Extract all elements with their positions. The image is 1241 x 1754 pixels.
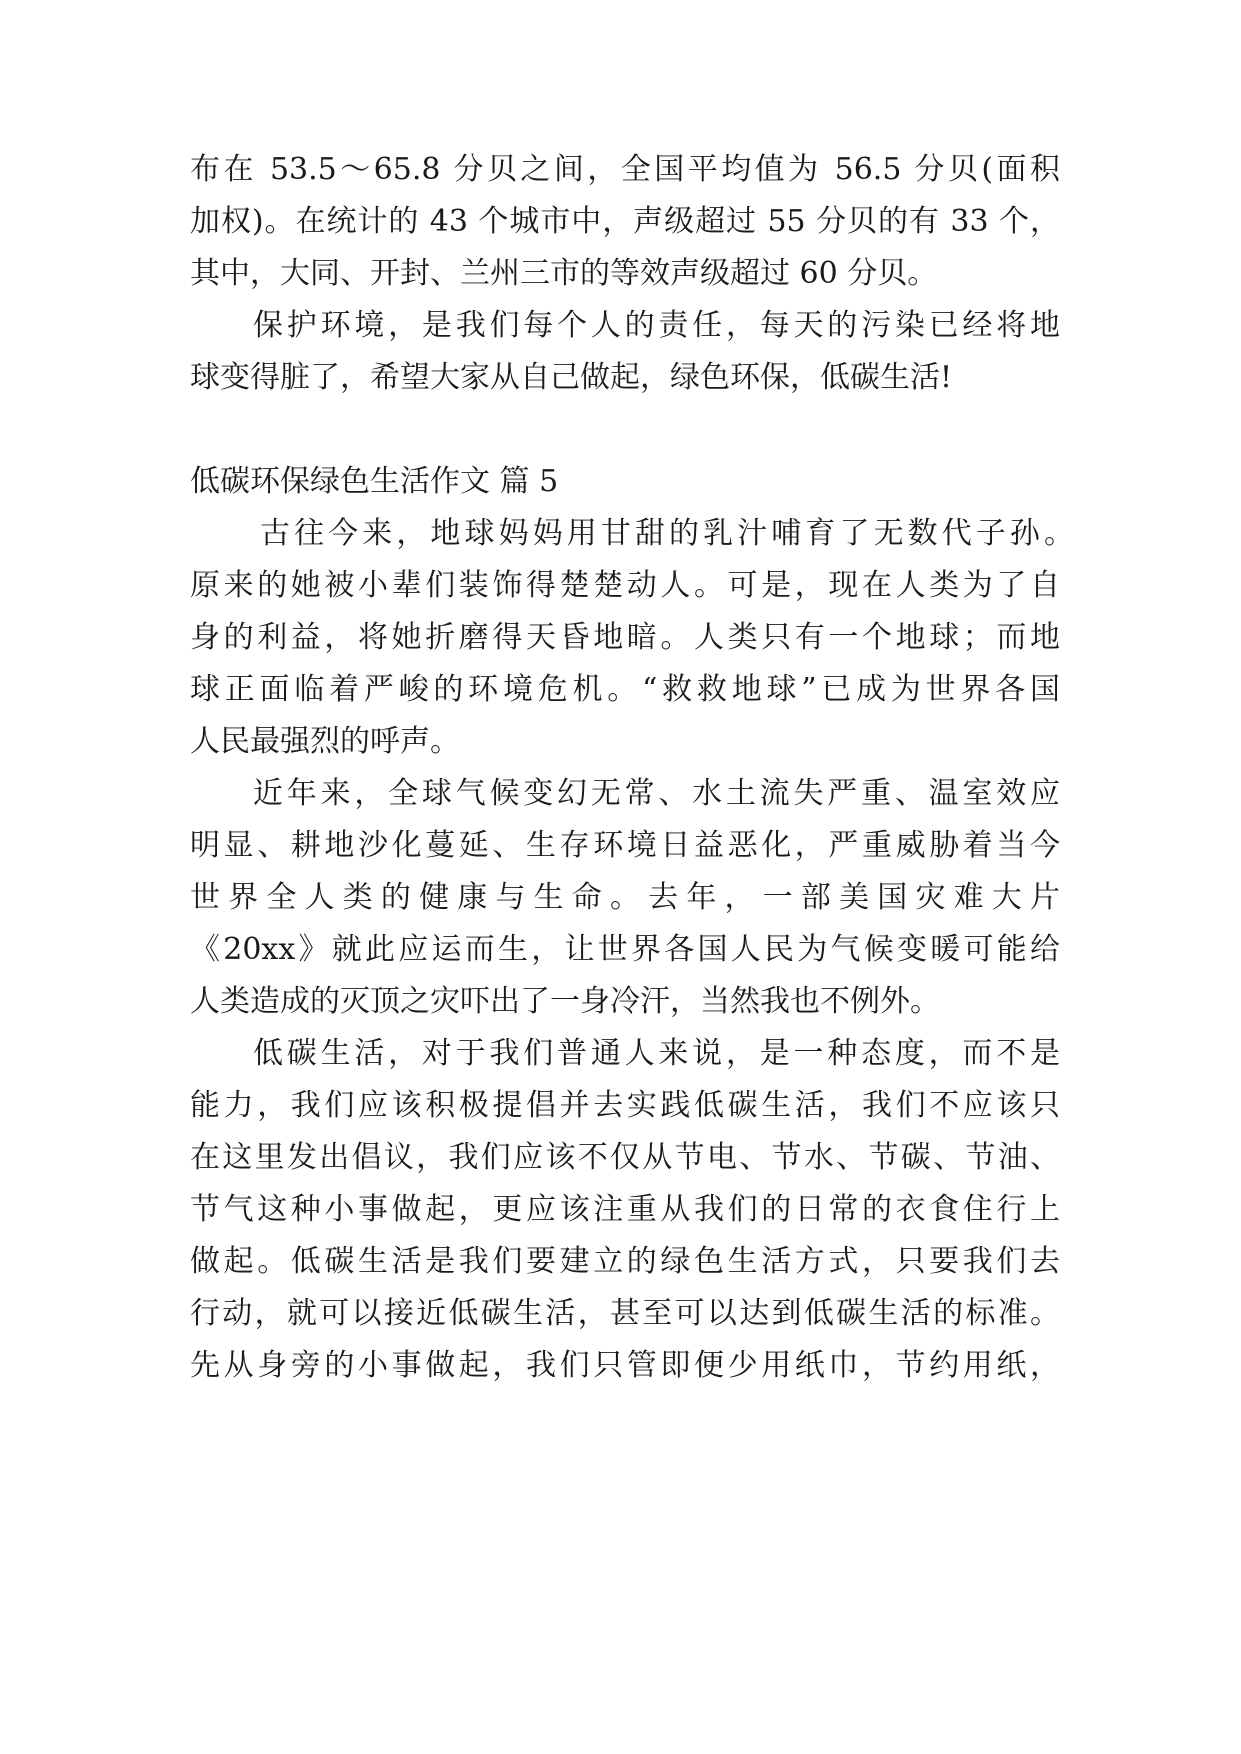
paragraph-2-line-2: 球变得脏了，希望大家从自己做起，绿色环保，低碳生活! [190, 360, 953, 395]
paragraph-4-line-1: 近年来，全球气候变幻无常、水土流失严重、温室效应 [253, 776, 1060, 811]
paragraph-4-line-2: 明显、耕地沙化蔓延、生存环境日益恶化，严重威胁着当今 [190, 828, 1060, 863]
paragraph-5-line-6: 行动，就可以接近低碳生活，甚至可以达到低碳生活的标准。 [190, 1296, 1060, 1331]
paragraph-5-line-5: 做起。低碳生活是我们要建立的绿色生活方式，只要我们去 [190, 1244, 1060, 1279]
paragraph-4-line-3: 世界全人类的健康与生命。去年，一部美国灾难大片 [190, 880, 1060, 915]
paragraph-5-line-1: 低碳生活，对于我们普通人来说，是一种态度，而不是 [253, 1036, 1060, 1071]
paragraph-1-line-3: 其中，大同、开封、兰州三市的等效声级超过 60 分贝。 [190, 256, 938, 291]
paragraph-1-line-2: 加权)。在统计的 43 个城市中，声级超过 55 分贝的有 33 个， [190, 204, 1060, 239]
paragraph-3-line-2: 原来的她被小辈们装饰得楚楚动人。可是，现在人类为了自 [190, 568, 1060, 603]
paragraph-3-line-5: 人民最强烈的呼声。 [190, 724, 460, 759]
paragraph-3-line-1: 古往今来，地球妈妈用甘甜的乳汁哺育了无数代子孙。 [260, 516, 1074, 551]
paragraph-5-line-7: 先从身旁的小事做起，我们只管即便少用纸巾，节约用纸， [190, 1348, 1060, 1383]
section-title: 低碳环保绿色生活作文 篇 5 [190, 464, 559, 499]
paragraph-2-line-1: 保护环境，是我们每个人的责任，每天的污染已经将地 [253, 308, 1060, 343]
paragraph-3-line-3: 身的利益，将她折磨得天昏地暗。人类只有一个地球；而地 [190, 620, 1060, 655]
paragraph-3-line-4: 球正面临着严峻的环境危机。“救救地球”已成为世界各国 [190, 672, 1060, 707]
paragraph-5-line-4: 节气这种小事做起，更应该注重从我们的日常的衣食住行上 [190, 1192, 1060, 1227]
paragraph-5-line-2: 能力，我们应该积极提倡并去实践低碳生活，我们不应该只 [190, 1088, 1060, 1123]
paragraph-1-line-1: 布在 53.5～65.8 分贝之间，全国平均值为 56.5 分贝(面积 [190, 152, 1060, 187]
paragraph-5-line-3: 在这里发出倡议，我们应该不仅从节电、节水、节碳、节油、 [190, 1140, 1060, 1175]
paragraph-4-line-4: 《20xx》就此应运而生，让世界各国人民为气候变暖可能给 [190, 932, 1060, 967]
paragraph-4-line-5: 人类造成的灭顶之灾吓出了一身冷汗，当然我也不例外。 [190, 984, 940, 1019]
